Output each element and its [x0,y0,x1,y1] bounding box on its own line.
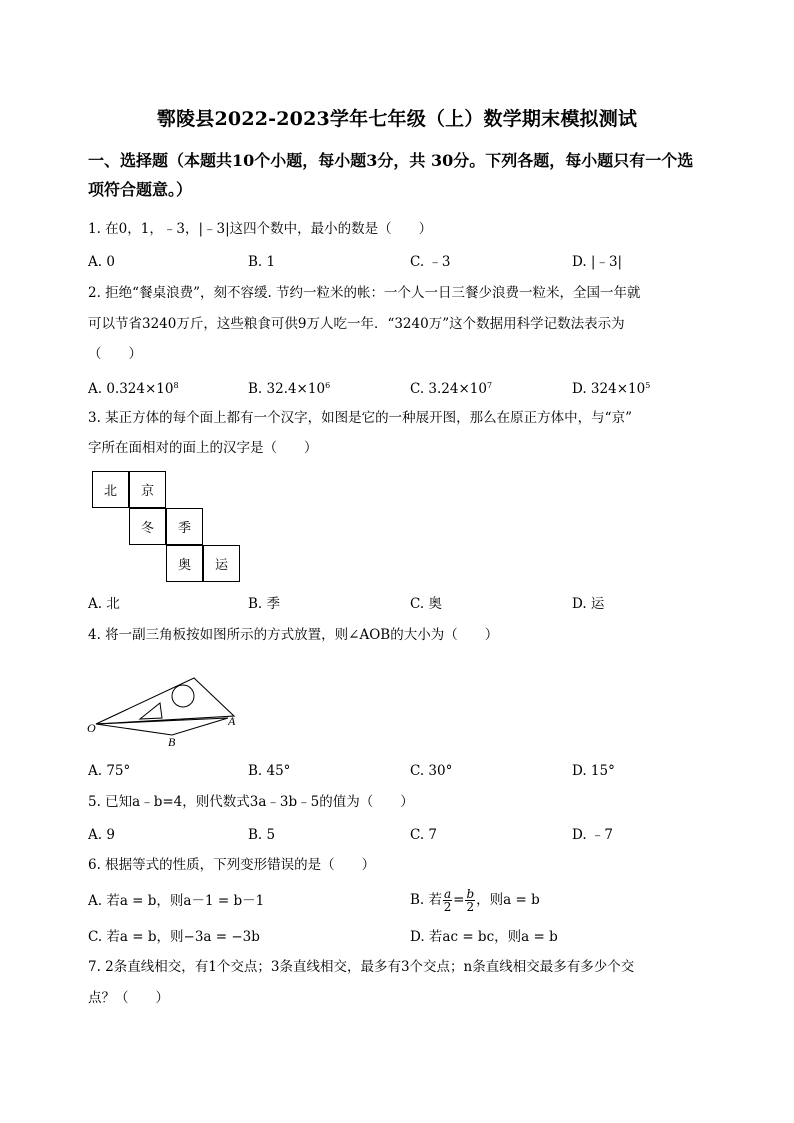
label-o: O [87,721,96,735]
net-cell-ji: 季 [166,508,203,545]
question-7-line1: 7. 2条直线相交，有1个交点；3条直线相交，最多有3个交点；n条直线相交最多有多少个交 [88,959,635,975]
question-2-line3: （ ） [88,346,142,362]
section-heading [88,146,720,204]
q5-option-d: D. ﹣7 [572,827,614,843]
q1-option-c: C. ﹣3 [410,254,451,270]
q4-option-c: C. 30° [410,763,453,779]
section-heading-line1: 一、选择题（本题共10个小题，每小题3分，共 30分。下列各题，每小题只有一个选 [88,151,694,170]
circle-hole [172,685,194,707]
question-7-line2: 点？（ ） [88,990,169,1006]
triangle-rulers-figure [84,672,254,752]
label-b: B [168,735,176,749]
section-heading-line2: 项符合题意。） [88,180,193,199]
question-1-stem: 1. 在0，1，﹣3，|﹣3|这四个数中，最小的数是（ ） [88,221,433,237]
page-title: 鄠陵县2022-2023学年七年级（上）数学期末模拟测试 [156,108,638,130]
triangle-hole [140,703,162,719]
q3-option-a: A. 北 [88,596,120,612]
net-cell-dong: 冬 [129,508,166,545]
q5-option-c: C. 7 [410,827,438,843]
label-a: A [228,714,236,728]
q4-option-d: D. 15° [572,763,615,779]
fraction-a-over-2: $\frac{a}{2}$ [443,887,452,914]
q3-option-d: D. 运 [572,596,605,612]
question-5-stem: 5. 已知a﹣b=4，则代数式3a﹣3b﹣5的值为（ ） [88,794,414,810]
q2-option-b: B. $32.4\times 10^6$ [248,381,331,397]
q2-option-a: A. $0.324\times 10^8$ [88,381,179,397]
q2-option-d: D. $324\times 10^5$ [572,381,651,397]
q6-option-b: B. 若 $\frac{a}{2}$ = $\frac{b}{2}$ ，则a = b [410,887,540,914]
q4-option-b: B. 45° [248,763,291,779]
small-triangle [96,718,228,735]
q3-option-b: B. 季 [248,596,281,612]
fraction-b-over-2: $\frac{b}{2}$ [466,887,475,914]
q5-option-a: A. 9 [88,827,115,843]
q2-option-c: C. $3.24\times 10^7$ [410,381,493,397]
net-cell-bei: 北 [92,471,129,508]
question-2-line2: 可以节省3240万斤，这些粮食可供9万人吃一年．“3240万”这个数据用科学记数法表示为 [88,316,625,332]
q6-option-c: C. 若a = b，则−3a = −3b [88,929,260,945]
question-3-line1: 3. 某正方体的每个面上都有一个汉字，如图是它的一种展开图，那么在原正方体中，与“京” [88,410,632,426]
q1-option-b: B. 1 [248,254,276,270]
q6-option-a: A. 若a = b，则a－1 = b－1 [88,893,265,909]
question-4-stem: 4. 将一副三角板按如图所示的方式放置，则∠AOB的大小为（ ） [88,627,499,643]
cube-net-figure [92,471,244,583]
question-6-stem: 6. 根据等式的性质，下列变形错误的是（ ） [88,857,376,873]
net-cell-yun: 运 [203,545,240,582]
net-cell-jing: 京 [129,471,166,508]
large-triangle [96,678,234,724]
q5-option-b: B. 5 [248,827,276,843]
question-3-line2: 字所在面相对的面上的汉字是（ ） [88,440,318,456]
net-cell-ao: 奥 [166,545,203,582]
q3-option-c: C. 奥 [410,596,442,612]
q6-option-d: D. 若ac = bc，则a = b [410,929,558,945]
q1-option-a: A. 0 [88,254,115,270]
question-2-line1: 2. 拒绝“餐桌浪费”，刻不容缓. 节约一粒米的帐：一个人一日三餐少浪费一粒米，全国一年就 [88,285,641,301]
q4-option-a: A. 75° [88,763,131,779]
q1-option-d: D. |﹣3| [572,254,623,270]
